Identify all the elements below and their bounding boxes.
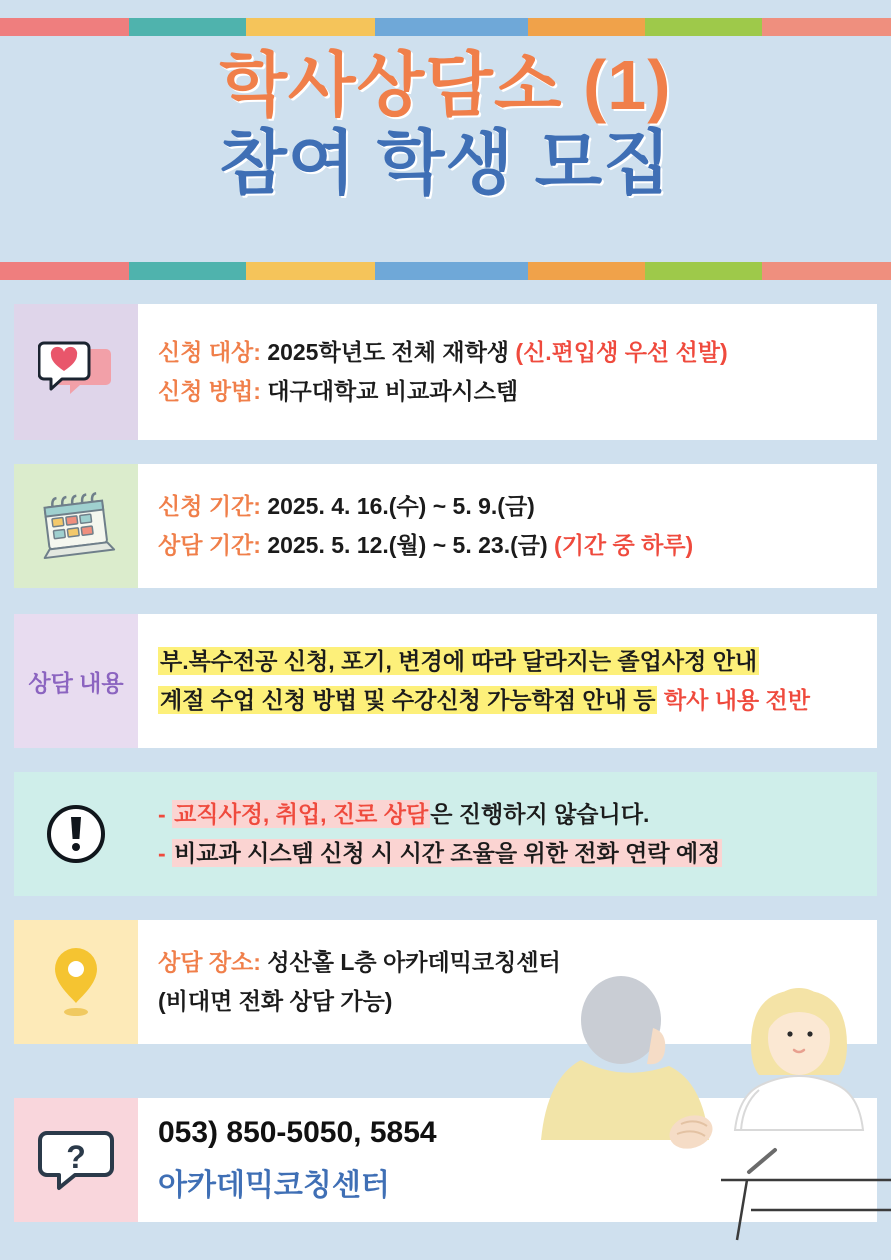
apply-target-value: 2025학년도 전체 재학생 bbox=[267, 339, 510, 366]
info-row-content bbox=[14, 614, 877, 748]
stripe-segment bbox=[375, 18, 527, 36]
content-line-2-emphasis: 학사 내용 전반 bbox=[663, 687, 810, 713]
counsel-period-value: 2025. 5. 12.(월) ~ 5. 23.(금) bbox=[267, 532, 548, 558]
stripe-segment bbox=[129, 262, 246, 280]
stripe-segment bbox=[762, 18, 891, 36]
info-row-place bbox=[14, 920, 877, 1044]
stripe-segment bbox=[0, 18, 129, 36]
notice-line-2-text: 비교과 시스템 신청 시 시간 조율을 위한 전화 연락 예정 bbox=[174, 840, 721, 866]
stripe-segment bbox=[645, 18, 762, 36]
stripe-segment bbox=[129, 18, 246, 36]
counsel-period-note: (기간 중 하루) bbox=[554, 532, 694, 558]
stripe-segment bbox=[246, 262, 375, 280]
notice-dash-1: - bbox=[158, 801, 166, 828]
contact-organization: 아카데믹코칭센터 bbox=[158, 1169, 390, 1202]
apply-period-label: 신청 기간: bbox=[158, 493, 261, 520]
place-label: 상담 장소: bbox=[158, 949, 261, 976]
svg-text:?: ? bbox=[66, 1139, 86, 1175]
contact-icon-cell bbox=[14, 1098, 138, 1222]
stripe-segment bbox=[645, 262, 762, 280]
content-line-1 bbox=[158, 647, 863, 676]
stripe-segment bbox=[0, 262, 129, 280]
content-text-cell bbox=[138, 614, 877, 748]
period-line-1 bbox=[158, 492, 863, 521]
place-icon-cell bbox=[14, 920, 138, 1044]
title-line-1: 학사상담소 (1) bbox=[219, 46, 672, 124]
apply-text-cell bbox=[138, 304, 877, 440]
stripe-segment bbox=[246, 18, 375, 36]
apply-line-1 bbox=[158, 338, 863, 367]
apply-method-value: 대구대학교 비교과시스템 bbox=[267, 378, 519, 404]
stripe-segment bbox=[528, 18, 645, 36]
place-line-2: (비대면 전화 상담 가능) bbox=[158, 988, 393, 1014]
notice-line-1 bbox=[158, 800, 863, 829]
exclamation-circle-icon bbox=[45, 803, 107, 865]
contact-phone: 053) 850-5050, 5854 bbox=[158, 1116, 437, 1149]
contact-text-cell bbox=[138, 1098, 877, 1222]
content-label: 상담 내용 bbox=[28, 669, 124, 696]
info-row-notice bbox=[14, 772, 877, 896]
poster-title bbox=[0, 46, 891, 203]
notice-line-1-emphasis: 교직사정, 취업, 진로 상담 bbox=[174, 801, 429, 828]
question-speech-bubble-icon bbox=[37, 1127, 115, 1193]
stripe-segment bbox=[762, 262, 891, 280]
notice-line-1-tail: 은 진행하지 않습니다. bbox=[430, 801, 650, 828]
content-line-2-text: 계절 수업 신청 방법 및 수강신청 가능학점 안내 등 bbox=[160, 687, 656, 713]
counsel-period-label: 상담 기간: bbox=[158, 532, 261, 558]
info-row-apply bbox=[14, 304, 877, 440]
content-line-2 bbox=[158, 686, 863, 715]
notice-line-2 bbox=[158, 839, 863, 868]
top-stripe-bar bbox=[0, 18, 891, 36]
apply-line-2 bbox=[158, 377, 863, 406]
title-line-2: 참여 학생 모집 bbox=[219, 124, 672, 203]
apply-target-label: 신청 대상: bbox=[158, 339, 261, 366]
apply-period-value: 2025. 4. 16.(수) ~ 5. 9.(금) bbox=[267, 493, 535, 520]
place-line-1 bbox=[158, 948, 863, 977]
notice-icon-cell bbox=[14, 772, 138, 896]
content-label-cell bbox=[14, 614, 138, 748]
apply-target-note: (신.편입생 우선 선발) bbox=[515, 339, 728, 366]
apply-icon-cell bbox=[14, 304, 138, 440]
info-row-period bbox=[14, 464, 877, 588]
stripe-segment bbox=[528, 262, 645, 280]
map-pin-icon bbox=[47, 942, 105, 1022]
notice-text-cell bbox=[138, 772, 877, 896]
info-row-contact bbox=[14, 1098, 877, 1222]
period-text-cell bbox=[138, 464, 877, 588]
speech-bubble-heart-icon bbox=[38, 341, 114, 403]
notice-dash-2: - bbox=[158, 840, 166, 866]
period-icon-cell bbox=[14, 464, 138, 588]
mid-stripe-bar bbox=[0, 262, 891, 280]
apply-method-label: 신청 방법: bbox=[158, 378, 261, 404]
place-value: 성산홀 L층 아카데믹코칭센터 bbox=[267, 949, 561, 976]
place-text-cell bbox=[138, 920, 877, 1044]
stripe-segment bbox=[375, 262, 527, 280]
period-line-2 bbox=[158, 531, 863, 560]
content-line-1-text: 부.복수전공 신청, 포기, 변경에 따라 달라지는 졸업사정 안내 bbox=[160, 648, 758, 675]
calendar-icon bbox=[33, 488, 119, 564]
